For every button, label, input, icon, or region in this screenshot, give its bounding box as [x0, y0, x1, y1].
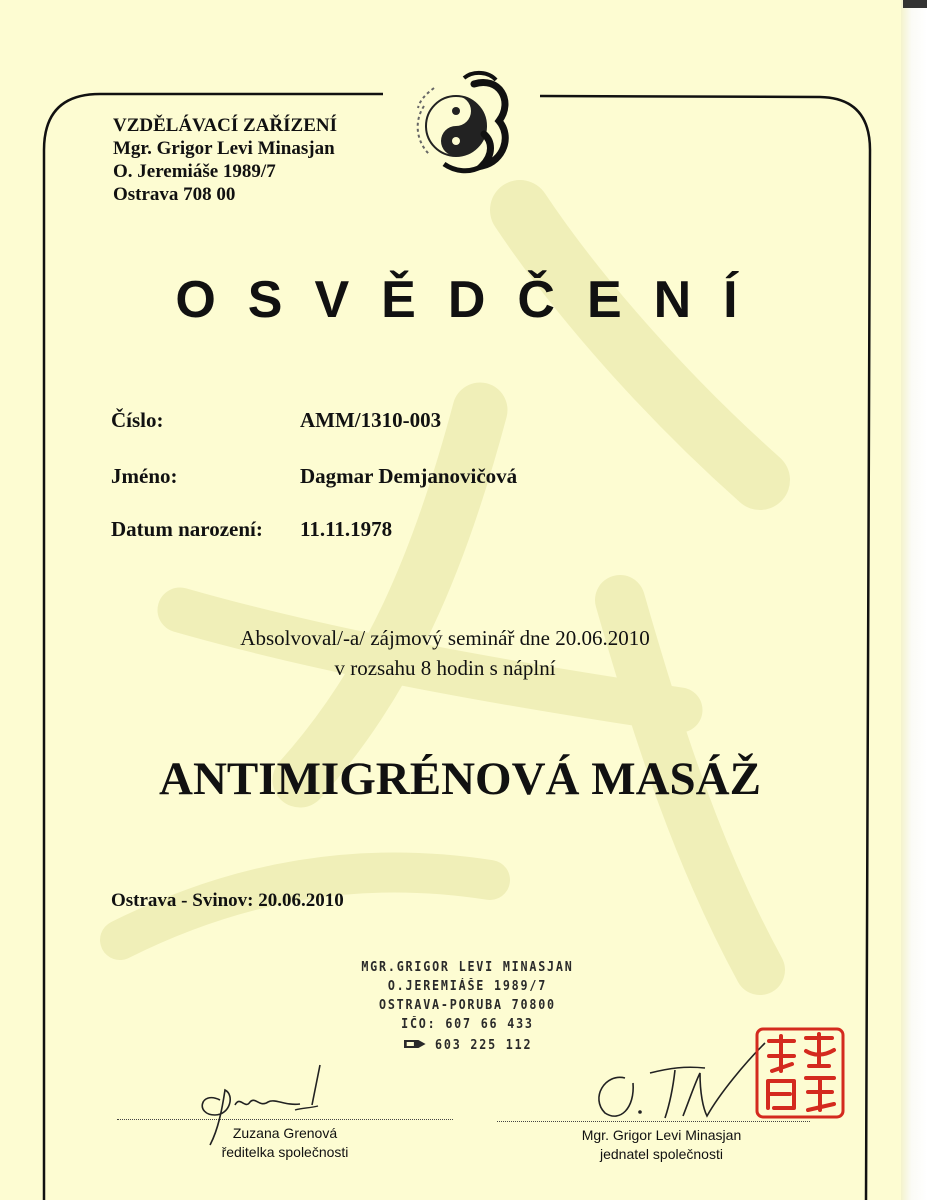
- signatory-name-right: Mgr. Grigor Levi Minasjan: [581, 1127, 742, 1143]
- statement-line-2: v rozsahu 8 hodin s náplní: [334, 656, 556, 680]
- birthdate-value: 11.11.1978: [300, 517, 393, 541]
- signatory-role-left: ředitelka společnosti: [221, 1144, 349, 1160]
- institution-name: VZDĚLÁVACÍ ZAŘÍZENÍ: [113, 115, 338, 136]
- institution-person: Mgr. Grigor Levi Minasjan: [113, 138, 335, 159]
- signature-line-left: [117, 1119, 453, 1120]
- stamp-line-1: MGR.GRIGOR LEVI MINASJAN: [361, 960, 574, 975]
- signatory-name-left: Zuzana Grenová: [232, 1125, 338, 1141]
- course-name: ANTIMIGRÉNOVÁ MASÁŽ: [159, 753, 761, 805]
- stamp-line-3: OSTRAVA-PORUBA 70800: [378, 998, 556, 1013]
- birthdate-label: Datum narození:: [111, 517, 263, 541]
- signature-line-right: [497, 1121, 810, 1122]
- stamp-phone: 603 225 112: [435, 1038, 533, 1053]
- name-label: Jméno:: [111, 464, 178, 488]
- phone-icon: [403, 1037, 428, 1051]
- institution-block: [113, 114, 337, 206]
- dragon-yin-yang-icon: [404, 66, 516, 178]
- place-date: Ostrava - Svinov: 20.06.2010: [111, 890, 344, 911]
- institution-street: O. Jeremiáše 1989/7: [113, 161, 276, 182]
- name-value: Dagmar Demjanovičová: [300, 464, 518, 488]
- stamp-line-2: O.JEREMIÁŠE 1989/7: [387, 979, 548, 994]
- stamp-line-4: IČO: 607 66 433: [401, 1017, 534, 1032]
- certificate-title: OSVĚDČENÍ: [175, 271, 770, 329]
- number-value: AMM/1310-003: [300, 408, 442, 432]
- institution-city: Ostrava 708 00: [113, 184, 236, 205]
- chinese-seal-icon: [754, 1026, 846, 1120]
- number-label: Číslo:: [111, 408, 164, 432]
- signatory-role-right: jednatel společnosti: [600, 1146, 723, 1162]
- statement-line-1: Absolvoval/-a/ zájmový seminář dne 20.06.2010: [240, 626, 650, 650]
